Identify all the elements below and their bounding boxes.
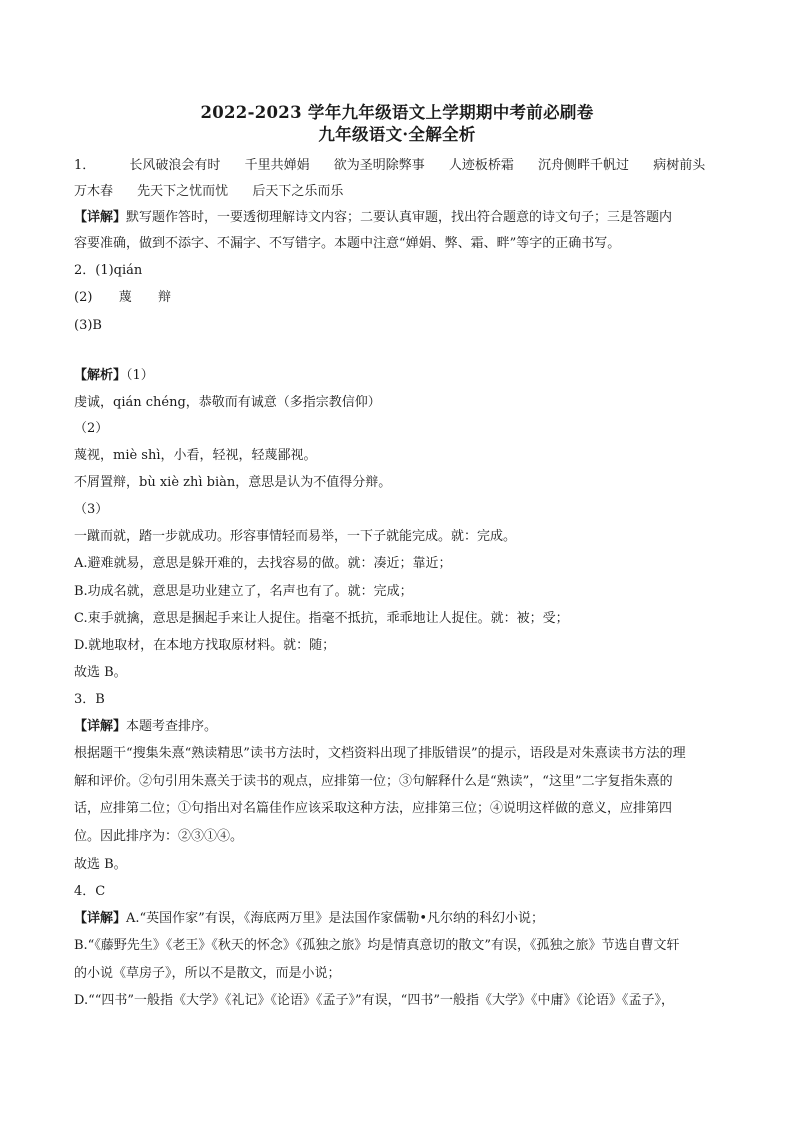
q2-line: 一蹴而就，踏一步就成功。形容事情轻而易举，一下子就能完成。就：完成。 [74, 529, 517, 544]
q1-answer: 病树前头 [653, 158, 706, 173]
q2-line: （2） [74, 421, 109, 436]
q2-analysis-header [74, 367, 154, 385]
q3-line: 位。因此排序为：②③①④。 [74, 829, 244, 844]
q2-answer-2 [74, 289, 171, 307]
q1-answer: 万木春 [74, 184, 114, 199]
q2-line: D.就地取材，在本地方找取原材料。就：随； [74, 638, 336, 653]
q4-answer: 4．C [74, 884, 106, 899]
q1-detail-line-2: 容要准确，做到不添字、不漏字、不写错字。本题中注意“婵娟、弊、霜、畔”等字的正确书写。 [74, 236, 621, 251]
q2-answer-char: 辩 [158, 290, 172, 305]
q1-answer-line-1 [74, 157, 705, 175]
q4-line: B.“《藤野先生》《老王》《秋天的怀念》《孤独之旅》均是情真意切的散文”有误，《孤独之旅》节选自曹文轩 [74, 938, 680, 953]
q2-line: （3） [74, 502, 109, 517]
q2-line: C.束手就擒，意思是捆起手来让人捉住。指毫不抵抗，乖乖地让人捉住。就：被；受； [74, 611, 569, 626]
analysis-tag: 【解析】 [74, 368, 127, 383]
detail-text: 默写题作答时，一要透彻理解诗文内容；二要认真审题，找出符合题意的诗文句子；三是答题内 [126, 210, 673, 225]
q3-answer: 3．B [74, 692, 105, 707]
q2-line: 故选 B。 [74, 665, 127, 680]
q3-line: 故选 B。 [74, 857, 127, 872]
q1-answer: 后天下之乐而乐 [252, 184, 344, 199]
q2-answer-2-number: (2) [74, 290, 93, 305]
q2-answer-3: (3)B [74, 318, 102, 333]
q1-number: 1． [74, 158, 96, 173]
q2-line: 蔑视，miè shì，小看，轻视，轻蔑鄙视。 [74, 448, 317, 463]
analysis-sub: （1） [126, 368, 154, 383]
detail-tag: 【详解】 [74, 210, 127, 225]
detail-text: A.“英国作家”有误，《海底两万里》是法国作家儒勒•凡尔纳的科幻小说； [126, 911, 544, 926]
q1-answer: 千里共婵娟 [244, 158, 310, 173]
document-title: 2022-2023 学年九年级语文上学期期中考前必刷卷 [200, 103, 594, 122]
q1-answer: 欲为圣明除弊事 [333, 158, 425, 173]
q4-line: 的小说《草房子》，所以不是散文，而是小说； [74, 966, 341, 981]
detail-text: 本题考查排序。 [126, 719, 218, 734]
q3-line: 解和评价。②句引用朱熹关于读书的观点，应排第一位；③句解释什么是“熟读”，“这里”二字复指朱熹的 [74, 774, 673, 789]
q4-line: D.““四书”一般指《大学》《礼记》《论语》《孟子》”有误，“四书”一般指《大学》《中庸》《论语》《孟子》， [74, 993, 674, 1008]
q1-answer: 沉舟侧畔千帆过 [538, 158, 630, 173]
q1-answer: 先天下之忧而忧 [137, 184, 229, 199]
q3-detail-header [74, 718, 217, 736]
q2-line: 不屑置辩，bù xiè zhì biàn，意思是认为不值得分辩。 [74, 475, 392, 490]
q3-line: 根据题干“搜集朱熹“熟读精思”读书方法时，文档资料出现了排版错误”的提示，语段是对朱熹读书方法的理 [74, 746, 686, 761]
document-subtitle: 九年级语文·全解全析 [318, 125, 476, 144]
q2-line: A.避难就易，意思是躲开难的，去找容易的做。就：凑近；靠近； [74, 556, 452, 571]
q1-detail-line-1 [74, 209, 672, 227]
q2-line: B.功成名就，意思是功业建立了，名声也有了。就：完成； [74, 584, 413, 599]
q2-answer-char: 蔑 [118, 290, 132, 305]
detail-tag: 【详解】 [74, 719, 127, 734]
q1-answer: 长风破浪会有时 [129, 158, 221, 173]
detail-tag: 【详解】 [74, 911, 127, 926]
q1-answer-line-2 [74, 183, 343, 201]
q3-line: 话，应排第二位；①句指出对名篇佳作应该采取这种方法，应排第三位；④说明这样做的意义，应排第四 [74, 801, 673, 816]
q2-line: 虔诚，qián chéng，恭敬而有诚意（多指宗教信仰） [74, 395, 381, 410]
q1-answer: 人迹板桥霜 [448, 158, 514, 173]
q4-detail-line-1 [74, 910, 544, 928]
q2-answer-1: 2．(1)qián [74, 263, 143, 278]
